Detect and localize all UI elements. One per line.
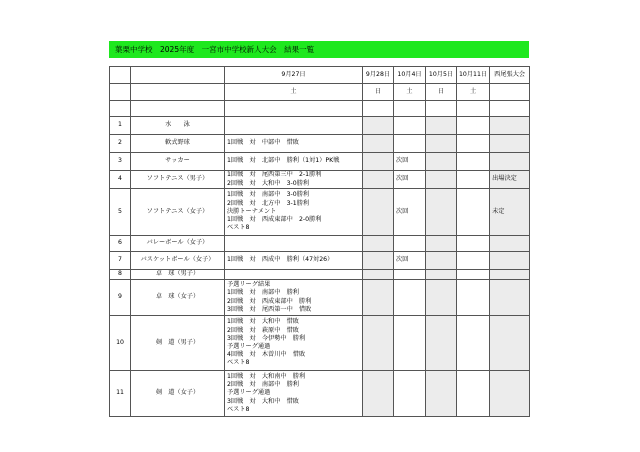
schedule-cell: 未定: [490, 189, 530, 236]
result-cell: 1回戦 対 大和中 惜敗 2回戦 対 萩原中 惜敗 3回戦 対 今伊勢中 勝利 予選リーグ通過 4回戦 対 木曽川中 惜敗 ベスト8: [225, 316, 363, 371]
schedule-cell: 次回: [394, 171, 426, 189]
schedule-cell: [426, 270, 457, 280]
schedule-cell: [363, 153, 394, 171]
schedule-cell: [363, 117, 394, 135]
row-number: 7: [110, 252, 131, 270]
header-blank: [131, 67, 225, 84]
row-number: 6: [110, 236, 131, 252]
result-cell: 1回戦 対 尾西第三中 2-1勝利 2回戦 対 大和中 3-0勝利: [225, 171, 363, 189]
schedule-cell: [363, 135, 394, 153]
schedule-cell: [394, 270, 426, 280]
schedule-cell: [426, 371, 457, 417]
schedule-cell: [457, 316, 490, 371]
day-cell: 土: [394, 84, 426, 101]
schedule-cell: 出場決定: [490, 171, 530, 189]
table-row: [110, 117, 530, 135]
day-cell: 日: [363, 84, 394, 101]
header-blank: [110, 67, 131, 84]
schedule-cell: [490, 135, 530, 153]
row-number: 9: [110, 280, 131, 316]
schedule-cell: [363, 316, 394, 371]
schedule-cell: [457, 117, 490, 135]
result-cell: 1回戦 対 大和南中 勝利 2回戦 対 南部中 勝利 予選リーグ通過 3回戦 対 大和中 惜敗 ベスト8: [225, 371, 363, 417]
header-date-row: [110, 67, 530, 84]
result-cell: [225, 117, 363, 135]
row-number: 2: [110, 135, 131, 153]
schedule-cell: [363, 270, 394, 280]
schedule-cell: [363, 252, 394, 270]
table-row: [110, 280, 530, 316]
schedule-cell: [363, 189, 394, 236]
schedule-cell: [426, 280, 457, 316]
sport-name: 剣 道（男子）: [131, 316, 225, 371]
schedule-cell: [394, 117, 426, 135]
sport-name: ソフトテニス（男子）: [131, 171, 225, 189]
table-row: [110, 270, 530, 280]
schedule-cell: 次回: [394, 189, 426, 236]
result-cell: 1回戦 対 南部中 3-0勝利 2回戦 対 北方中 3-1勝利 決勝トーナメント 1回戦 対 西成東部中 2-0勝利 ベスト8: [225, 189, 363, 236]
schedule-cell: [426, 135, 457, 153]
schedule-cell: [490, 153, 530, 171]
row-number: 11: [110, 371, 131, 417]
schedule-cell: [457, 189, 490, 236]
sport-name: 軟式野球: [131, 135, 225, 153]
row-number: 3: [110, 153, 131, 171]
schedule-cell: 次回: [394, 252, 426, 270]
day-cell: 土: [457, 84, 490, 101]
result-cell: 1回戦 対 西成中 勝利（47対26）: [225, 252, 363, 270]
schedule-cell: [490, 252, 530, 270]
schedule-cell: [457, 135, 490, 153]
schedule-cell: [363, 236, 394, 252]
day-cell: [490, 84, 530, 101]
schedule-cell: [426, 252, 457, 270]
schedule-cell: [363, 171, 394, 189]
sport-name: ソフトテニス（女子）: [131, 189, 225, 236]
header-day-row: [110, 84, 530, 101]
schedule-cell: [490, 371, 530, 417]
header-blank: [110, 84, 131, 101]
schedule-cell: [457, 371, 490, 417]
schedule-cell: [426, 171, 457, 189]
result-cell: [225, 236, 363, 252]
table-row: [110, 171, 530, 189]
sport-name: サッカー: [131, 153, 225, 171]
row-number: 4: [110, 171, 131, 189]
table-row: [110, 153, 530, 171]
schedule-cell: [363, 371, 394, 417]
schedule-cell: [426, 189, 457, 236]
date-cell: 9月27日: [225, 67, 363, 84]
schedule-cell: [457, 270, 490, 280]
schedule-cell: [457, 252, 490, 270]
schedule-cell: [490, 280, 530, 316]
page-title: 葉栗中学校 2025年度 一宮市中学校新人大会 結果一覧: [109, 41, 529, 58]
date-cell: 10月4日: [394, 67, 426, 84]
day-cell: 土: [225, 84, 363, 101]
date-cell: 10月5日: [426, 67, 457, 84]
table-row: [110, 236, 530, 252]
schedule-cell: [457, 280, 490, 316]
schedule-cell: [426, 236, 457, 252]
spacer-row: [110, 101, 530, 117]
table-row: [110, 135, 530, 153]
schedule-cell: [490, 236, 530, 252]
schedule-cell: [394, 316, 426, 371]
sport-name: 水 泳: [131, 117, 225, 135]
date-cell: 9月28日: [363, 67, 394, 84]
sport-name: バスケットボール（女子）: [131, 252, 225, 270]
row-number: 8: [110, 270, 131, 280]
table-row: [110, 189, 530, 236]
table-row: [110, 316, 530, 371]
schedule-cell: [426, 316, 457, 371]
date-cell: 西尾張大会: [490, 67, 530, 84]
day-cell: 日: [426, 84, 457, 101]
result-cell: 1回戦 対 中部中 惜敗: [225, 135, 363, 153]
sport-name: 卓 球（男子）: [131, 270, 225, 280]
schedule-cell: [394, 135, 426, 153]
result-cell: 1回戦 対 北部中 勝利（1対1）PK戦: [225, 153, 363, 171]
sport-name: バレーボール（女子）: [131, 236, 225, 252]
schedule-cell: [490, 117, 530, 135]
schedule-cell: 次回: [394, 153, 426, 171]
schedule-cell: [490, 270, 530, 280]
row-number: 10: [110, 316, 131, 371]
row-number: 1: [110, 117, 131, 135]
schedule-cell: [490, 316, 530, 371]
schedule-cell: [457, 236, 490, 252]
sport-name: 卓 球（女子）: [131, 280, 225, 316]
schedule-cell: [457, 171, 490, 189]
sport-name: 剣 道（女子）: [131, 371, 225, 417]
result-cell: 予選リーグ結果 1回戦 対 南部中 勝利 2回戦 対 西成東部中 勝利 3回戦 対 尾西第一中 惜敗: [225, 280, 363, 316]
table-row: [110, 371, 530, 417]
schedule-cell: [363, 280, 394, 316]
schedule-cell: [426, 117, 457, 135]
header-blank: [131, 84, 225, 101]
date-cell: 10月11日: [457, 67, 490, 84]
row-number: 5: [110, 189, 131, 236]
results-table: [109, 66, 530, 417]
table-row: [110, 252, 530, 270]
schedule-cell: [426, 153, 457, 171]
schedule-cell: [394, 371, 426, 417]
schedule-cell: [394, 280, 426, 316]
schedule-cell: [394, 236, 426, 252]
schedule-cell: [457, 153, 490, 171]
result-cell: [225, 270, 363, 280]
